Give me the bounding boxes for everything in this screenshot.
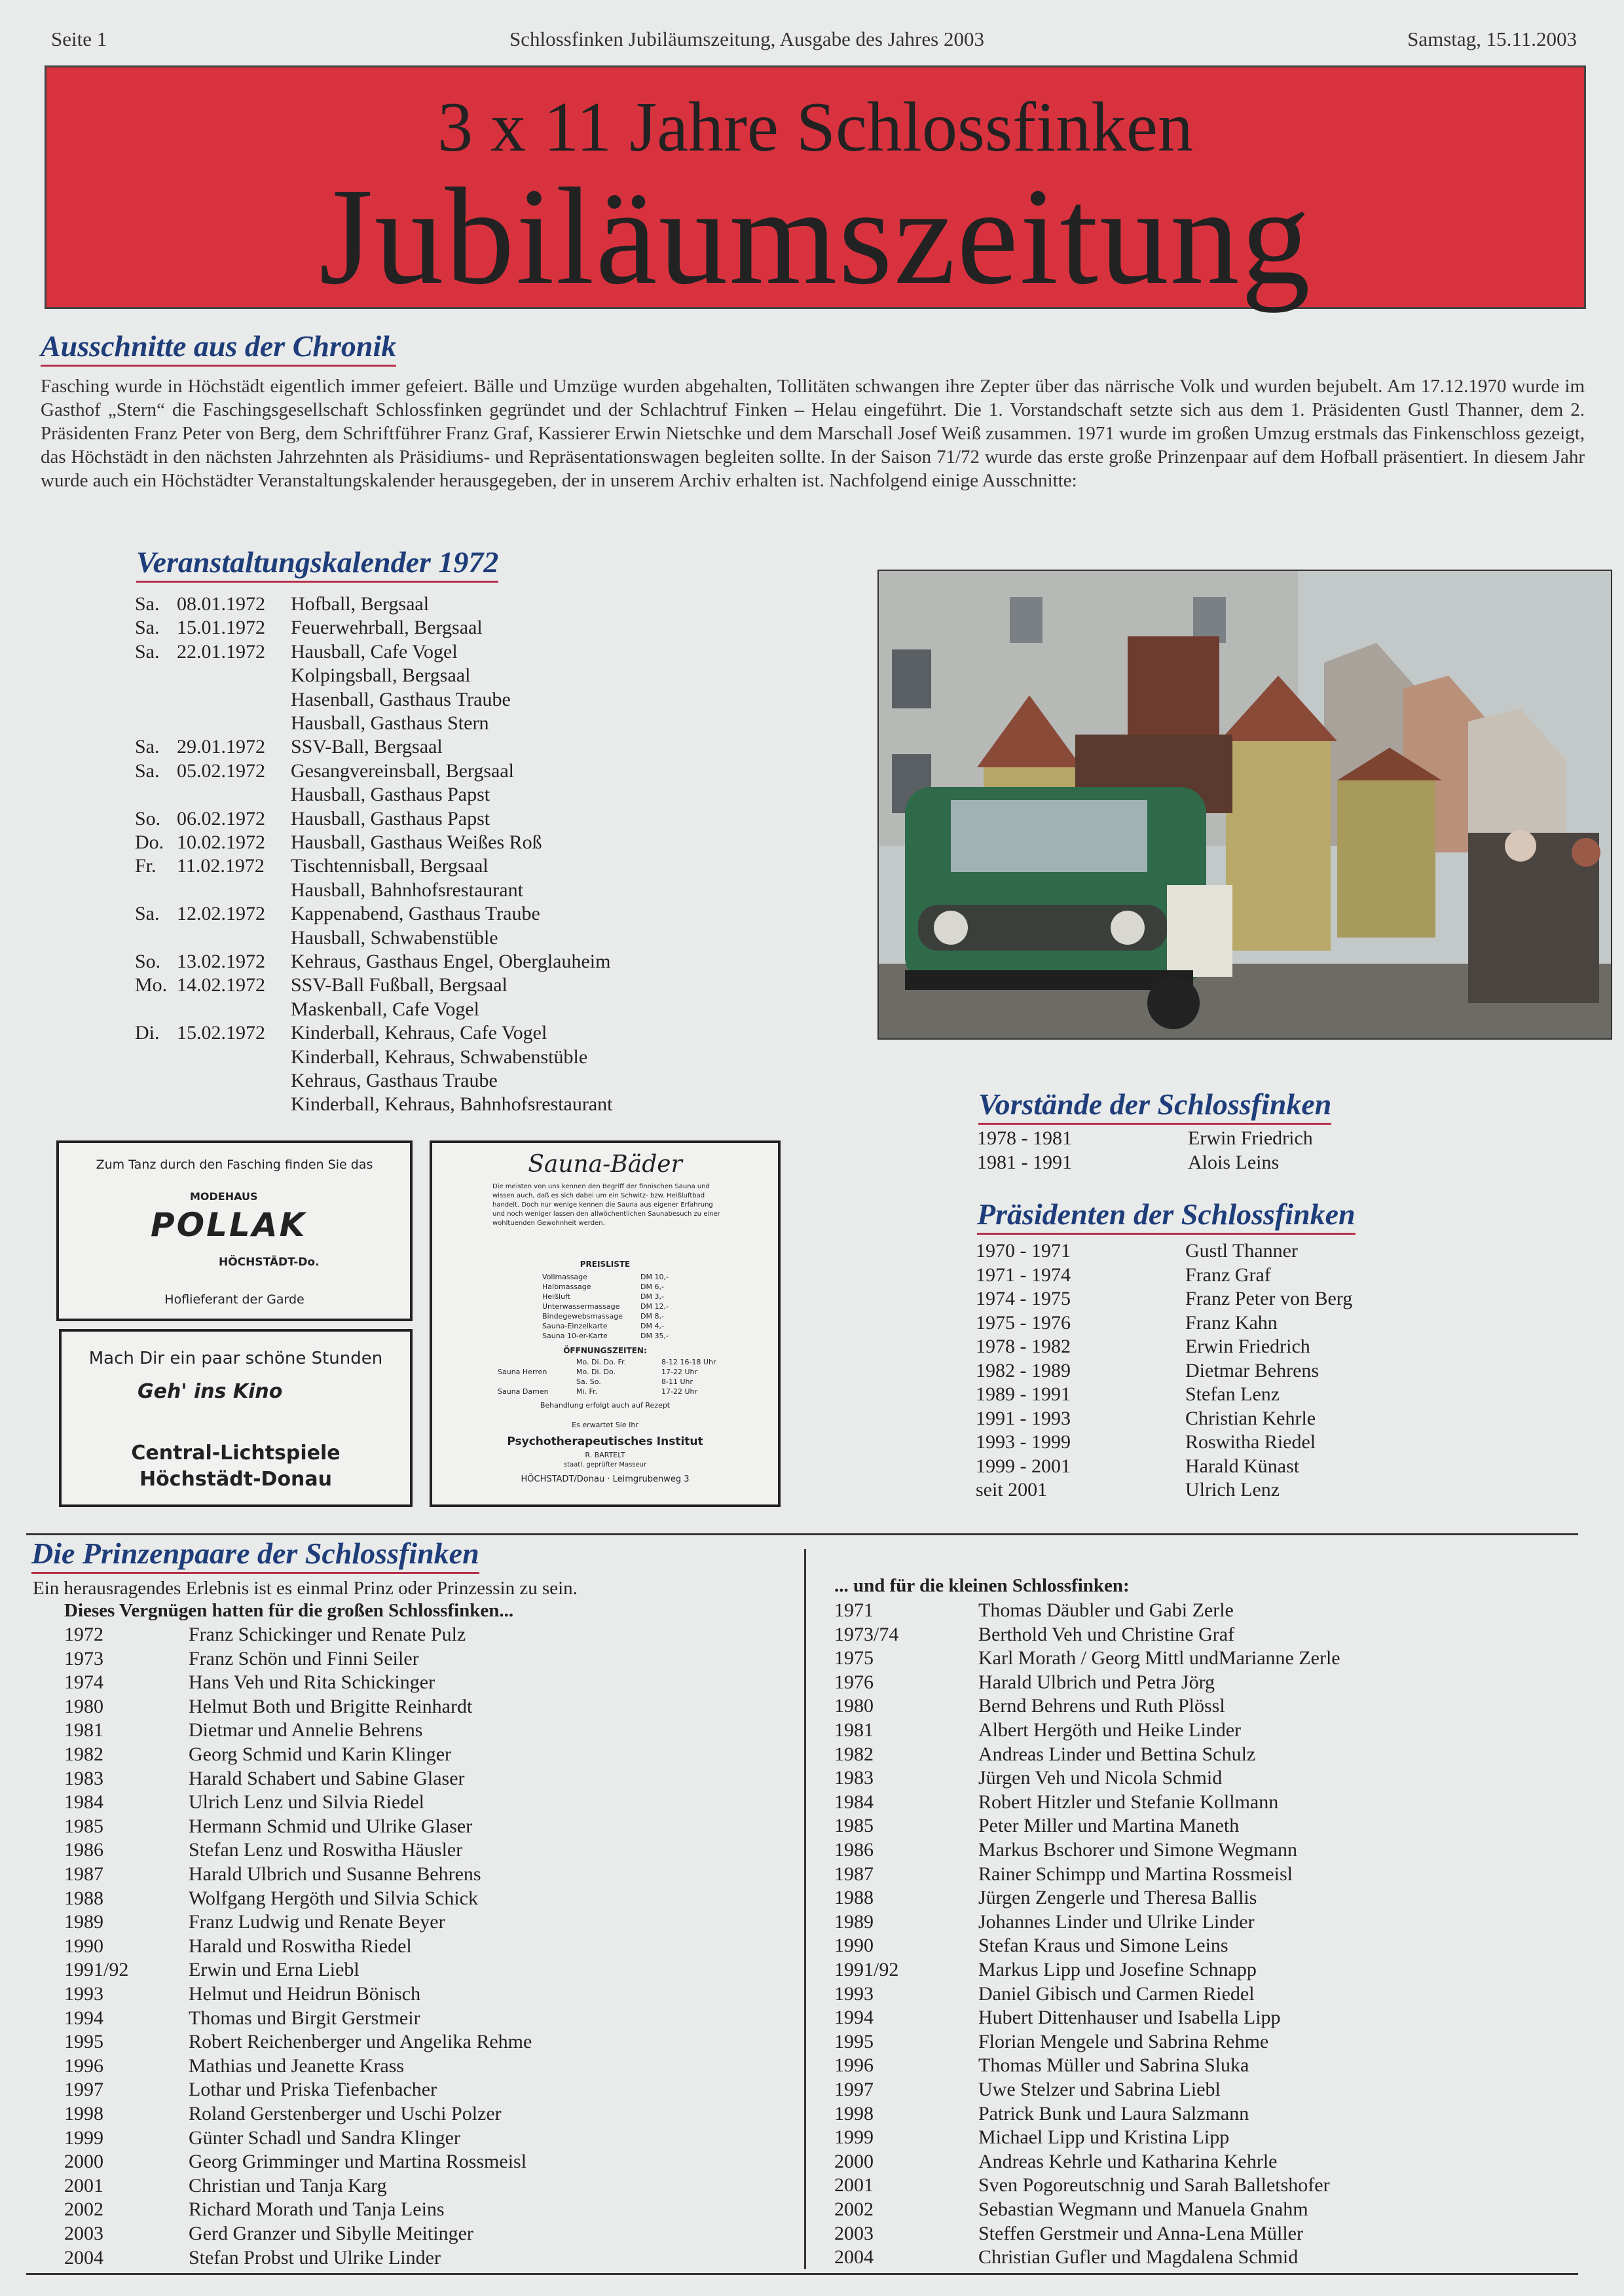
- sauna-hours-heading: ÖFFNUNGSZEITEN:: [563, 1346, 647, 1355]
- prinzenpaar-year: 2003: [64, 2223, 103, 2244]
- pollak-place: HÖCHSTÄDT-Do.: [219, 1256, 320, 1269]
- sauna-price-value: DM 6,-: [640, 1283, 664, 1291]
- prinzenpaar-year: 1994: [64, 2007, 103, 2029]
- sauna-price-item: Sauna 10-er-Karte: [542, 1332, 608, 1340]
- prinzenpaar-year: 1987: [64, 1863, 103, 1885]
- page-number: Seite 1: [51, 27, 107, 50]
- kino-line2: Geh' ins Kino: [138, 1380, 283, 1403]
- sauna-price-value: DM 8,-: [640, 1312, 664, 1321]
- praesident-years: 1978 - 1982: [976, 1336, 1071, 1357]
- praesident-name: Franz Graf: [1185, 1264, 1271, 1286]
- kalender-day: Fr.: [135, 855, 157, 877]
- prinzenpaar-names: Sven Pogoreutschnig und Sarah Balletshofer: [978, 2174, 1330, 2196]
- kalender-event: Hasenball, Gasthaus Traube: [291, 689, 511, 710]
- prinzenpaar-year: 1981: [834, 1719, 874, 1741]
- sauna-address: HÖCHSTADT/Donau · Leimgrubenweg 3: [521, 1474, 690, 1484]
- prinzenpaar-year: 1988: [64, 1887, 103, 1909]
- praesident-years: 1991 - 1993: [976, 1408, 1071, 1429]
- prinzenpaar-year: 1980: [64, 1696, 103, 1717]
- praesident-name: Dietmar Behrens: [1185, 1360, 1320, 1381]
- praesident-name: Gustl Thanner: [1185, 1240, 1298, 1262]
- prinzenpaar-year: 1990: [64, 1935, 103, 1957]
- kalender-day: Mo.: [135, 974, 168, 996]
- prinzenpaar-year: 1971: [834, 1599, 874, 1621]
- kalender-day: Di.: [135, 1022, 160, 1044]
- kalender-list: [135, 593, 724, 1130]
- prinzenpaar-year: 1972: [64, 1624, 103, 1645]
- kalender-day: So.: [135, 808, 161, 829]
- prinzenpaar-year: 1984: [834, 1791, 874, 1813]
- kino-ad: [59, 1329, 413, 1507]
- pollak-intro: Zum Tanz durch den Fasching finden Sie das: [96, 1157, 373, 1172]
- prinzenpaar-names: Lothar und Priska Tiefenbacher: [189, 2079, 437, 2100]
- praesident-years: 1970 - 1971: [976, 1240, 1071, 1262]
- prinzenpaar-year: 1998: [834, 2103, 874, 2124]
- prinzenpaar-year: 1983: [64, 1768, 103, 1789]
- kalender-day: Sa.: [135, 760, 160, 782]
- vorstaende-list: [977, 1127, 1566, 1180]
- prinzenpaar-names: Markus Bschorer und Simone Wegmann: [978, 1839, 1297, 1861]
- sauna-hours-time: 8-12 16-18 Uhr: [661, 1358, 716, 1366]
- section-divider: [26, 1533, 1578, 1535]
- prinzenpaar-year: 1982: [834, 1743, 874, 1765]
- prinzenpaar-names: Andreas Linder und Bettina Schulz: [978, 1743, 1256, 1765]
- prinzenpaar-names: Harald Schabert und Sabine Glaser: [189, 1768, 465, 1789]
- prinzenpaar-year: 1976: [834, 1671, 874, 1693]
- prinzenpaar-names: Bernd Behrens und Ruth Plössl: [978, 1695, 1225, 1717]
- sauna-person: R. BARTELT: [585, 1451, 625, 1459]
- sauna-ad: [430, 1140, 781, 1507]
- sauna-price-value: DM 4,-: [640, 1322, 664, 1330]
- praesident-name: Franz Peter von Berg: [1185, 1288, 1353, 1309]
- sauna-title: Sauna-Bäder: [528, 1151, 682, 1178]
- kalender-event: SSV-Ball, Bergsaal: [291, 736, 443, 757]
- kalender-event: SSV-Ball Fußball, Bergsaal: [291, 974, 507, 996]
- prinzenpaar-year: 1991/92: [834, 1959, 899, 1980]
- sauna-hours-days: Mo. Di. Do. Fr.: [576, 1358, 627, 1366]
- prinzenpaar-names: Mathias und Jeanette Krass: [189, 2055, 405, 2077]
- sauna-price-item: Bindegewebsmassage: [542, 1312, 623, 1321]
- kalender-event: Maskenball, Cafe Vogel: [291, 998, 480, 1020]
- kalender-day: Sa.: [135, 736, 160, 757]
- prinzenpaar-names: Daniel Gibisch und Carmen Riedel: [978, 1983, 1255, 2005]
- praesident-years: 1974 - 1975: [976, 1288, 1071, 1309]
- praesident-name: Erwin Friedrich: [1185, 1336, 1310, 1357]
- prinzenpaar-names: Georg Grimminger und Martina Rossmeisl: [189, 2151, 527, 2172]
- kalender-day: Do.: [135, 831, 164, 853]
- sauna-hours-who: Sauna Herren: [498, 1368, 547, 1376]
- kalender-event: Gesangvereinsball, Bergsaal: [291, 760, 515, 782]
- kalender-event: Hausball, Gasthaus Papst: [291, 784, 490, 805]
- kalender-date: 06.02.1972: [177, 808, 265, 829]
- vorstand-years: 1981 - 1991: [977, 1152, 1072, 1173]
- prinzenpaar-year: 1997: [64, 2079, 103, 2100]
- sauna-intro: Die meisten von uns kennen den Begriff der finnischen Sauna und wissen auch, daß es sich dabei um ein Schwitz- bzw. Heißluftbad handelt. Doch nur wenige kennen die Sauna aus eigener Erfahrung und noch weniger lassen den allwöchentlichen Saunabesuch zu einer wohltuenden Gewohnheit werden.: [492, 1183, 720, 1227]
- sauna-hours-time: 17-22 Uhr: [661, 1387, 698, 1396]
- prinzenpaar-year: 1991/92: [64, 1959, 129, 1980]
- kalender-date: 08.01.1972: [177, 593, 265, 615]
- kalender-day: Sa.: [135, 617, 160, 638]
- prinzenpaar-names: Hermann Schmid und Ulrike Glaser: [189, 1815, 473, 1837]
- kalender-event: Hausball, Bahnhofsrestaurant: [291, 879, 523, 901]
- prinzenpaar-year: 1999: [64, 2127, 103, 2149]
- praesident-name: Ulrich Lenz: [1185, 1479, 1280, 1501]
- prinzenpaar-names: Thomas Müller und Sabrina Sluka: [978, 2054, 1249, 2076]
- prinzenpaar-names: Uwe Stelzer und Sabrina Liebl: [978, 2079, 1221, 2100]
- prinzenpaar-names: Erwin und Erna Liebl: [189, 1959, 360, 1980]
- praesident-name: Harald Künast: [1185, 1455, 1300, 1477]
- kalender-date: 12.02.1972: [177, 903, 265, 924]
- prinzen-gross-heading: Dieses Vergnügen hatten für die großen Schlossfinken...: [64, 1600, 514, 1621]
- kalender-day: Sa.: [135, 903, 160, 924]
- kino-line1: Mach Dir ein paar schöne Stunden: [88, 1349, 383, 1368]
- pollak-ad: [56, 1140, 413, 1321]
- prinzenpaar-names: Helmut Both und Brigitte Reinhardt: [189, 1696, 473, 1717]
- kalender-date: 29.01.1972: [177, 736, 265, 757]
- prinzenpaar-names: Franz Schickinger und Renate Pulz: [189, 1624, 466, 1645]
- kalender-event: Kinderball, Kehraus, Bahnhofsrestaurant: [291, 1093, 613, 1115]
- kalender-date: 14.02.1972: [177, 974, 265, 996]
- prinzenpaar-names: Ulrich Lenz und Silvia Riedel: [189, 1791, 424, 1813]
- prinzenpaar-names: Franz Schön und Finni Seiler: [189, 1648, 419, 1669]
- prinzenpaar-names: Gerd Granzer und Sibylle Meitinger: [189, 2223, 473, 2244]
- sauna-price-value: DM 12,-: [640, 1302, 669, 1311]
- prinzenpaar-names: Robert Hitzler und Stefanie Kollmann: [978, 1791, 1279, 1813]
- prinzenpaar-year: 1984: [64, 1791, 103, 1813]
- prinzenpaar-names: Peter Miller und Martina Maneth: [978, 1815, 1240, 1836]
- prinzenpaar-year: 1975: [834, 1647, 874, 1669]
- prinzenpaar-year: 1982: [64, 1743, 103, 1765]
- prinzenpaar-year: 1989: [64, 1911, 103, 1933]
- prinzenpaar-year: 1985: [64, 1815, 103, 1837]
- prinzenpaar-year: 1994: [834, 2007, 874, 2028]
- praesident-name: Stefan Lenz: [1185, 1383, 1280, 1405]
- praesidenten-title: Präsidenten der Schlossfinken: [977, 1197, 1356, 1235]
- prinzenpaar-names: Jürgen Zengerle und Theresa Ballis: [978, 1887, 1257, 1908]
- kino-line3: Central-Lichtspiele: [131, 1442, 341, 1465]
- prinzenpaar-names: Harald Ulbrich und Petra Jörg: [978, 1671, 1215, 1693]
- prinzenpaar-names: Georg Schmid und Karin Klinger: [189, 1743, 452, 1765]
- praesident-name: Roswitha Riedel: [1185, 1431, 1316, 1453]
- sauna-price-value: DM 10,-: [640, 1273, 669, 1281]
- sauna-price-item: Heißluft: [542, 1292, 571, 1301]
- prinzenpaar-names: Stefan Probst und Ulrike Linder: [189, 2247, 441, 2269]
- kalender-event: Kappenabend, Gasthaus Traube: [291, 903, 540, 924]
- kalender-event: Kinderball, Kehraus, Schwabenstüble: [291, 1046, 588, 1068]
- prinzenpaar-year: 2000: [834, 2151, 874, 2172]
- kalender-day: Sa.: [135, 593, 160, 615]
- sauna-price-heading: PREISLISTE: [580, 1260, 631, 1269]
- vorstaende-title: Vorstände der Schlossfinken: [978, 1087, 1331, 1125]
- prinzenpaar-year: 2003: [834, 2223, 874, 2244]
- kalender-event: Kolpingsball, Bergsaal: [291, 665, 471, 686]
- prinzenpaar-names: Dietmar und Annelie Behrens: [189, 1719, 423, 1741]
- vorstand-name: Erwin Friedrich: [1188, 1127, 1313, 1149]
- chronik-text: Fasching wurde in Höchstädt eigentlich immer gefeiert. Bälle und Umzüge wurden abgehalten, Tollitäten schwangen ihre Zepter über das närrische Volk und wurden bejubelt. Am 17.12.1970 wurde im Gasthof „Stern“ die Faschingsgesellschaft Schlossfinken gegründet und der Schlachtruf Finken – Helau eingeführt. Die 1. Vorstandschaft setzte sich aus dem 1. Präsidenten Gustl Thanner, dem 2. Präsidenten Franz Peter von Berg, dem Schriftführer Franz Graf, Kassierer Erwin Nietschke und dem Marschall Josef Weiß zusammen. 1971 wurde im großen Umzug erstmals das Finkenschloss gezeigt, das Höchstädt in den nächsten Jahrzehnten als Präsidiums- und Repräsentationswagen begleiten sollte. In der Saison 71/72 wurde das erste große Prinzenpaar auf dem Hofball präsentiert. In diesem Jahr wurde auch ein Höchstädter Veranstaltungskalender herausgegeben, der in unserem Archiv erhalten ist. Nachfolgend einige Ausschnitte:: [41, 376, 1585, 491]
- praesident-years: 1989 - 1991: [976, 1383, 1071, 1405]
- prinzen-intro: Ein herausragendes Erlebnis ist es einmal Prinz oder Prinzessin zu sein.: [33, 1578, 578, 1599]
- sauna-hours-days: Sa. So.: [576, 1377, 601, 1386]
- sauna-price-item: Vollmassage: [542, 1273, 587, 1281]
- chronik-title: Ausschnitte aus der Chronik: [41, 329, 396, 367]
- kalender-event: Feuerwehrball, Bergsaal: [291, 617, 483, 638]
- prinzenpaar-names: Harald Ulbrich und Susanne Behrens: [189, 1863, 481, 1885]
- prinzenpaar-year: 2002: [64, 2198, 103, 2220]
- prinzenpaar-year: 2001: [64, 2175, 103, 2196]
- kalender-date: 05.02.1972: [177, 760, 265, 782]
- prinzenpaar-names: Hubert Dittenhauser und Isabella Lipp: [978, 2007, 1281, 2028]
- prinzenpaar-names: Stefan Kraus und Simone Leins: [978, 1935, 1228, 1956]
- prinzenpaar-year: 1995: [834, 2031, 874, 2052]
- kalender-event: Hofball, Bergsaal: [291, 593, 430, 615]
- prinzenpaar-names: Johannes Linder und Ulrike Linder: [978, 1911, 1255, 1933]
- prinzenpaar-names: Christian und Tanja Karg: [189, 2175, 387, 2196]
- sauna-price-item: Halbmassage: [542, 1283, 591, 1291]
- prinzenpaar-year: 1999: [834, 2126, 874, 2148]
- prinzenpaar-names: Roland Gerstenberger und Uschi Polzer: [189, 2103, 502, 2124]
- prinzenpaar-names: Günter Schadl und Sandra Klinger: [189, 2127, 460, 2149]
- prinzenpaar-names: Patrick Bunk und Laura Salzmann: [978, 2103, 1249, 2124]
- sauna-role: staatl. geprüfter Masseur: [563, 1461, 647, 1468]
- kalender-date: 22.01.1972: [177, 641, 265, 663]
- banner-subtitle: 3 x 11 Jahre Schlossfinken: [437, 88, 1193, 166]
- prinzen-gross-list: [64, 1624, 784, 2272]
- praesidenten-list: [976, 1240, 1565, 1502]
- kalender-event: Kehraus, Gasthaus Engel, Oberglauheim: [291, 951, 611, 972]
- prinzenpaar-year: 1980: [834, 1695, 874, 1717]
- sauna-price-value: DM 35,-: [640, 1332, 669, 1340]
- publication-date: Samstag, 15.11.2003: [1407, 27, 1577, 50]
- prinzenpaar-year: 1996: [64, 2055, 103, 2077]
- kalender-date: 13.02.1972: [177, 951, 265, 972]
- prinzenpaar-year: 1988: [834, 1887, 874, 1908]
- kalender-event: Hausball, Gasthaus Papst: [291, 808, 490, 829]
- prinzenpaar-year: 1997: [834, 2079, 874, 2100]
- praesident-name: Franz Kahn: [1185, 1312, 1278, 1334]
- prinzenpaar-names: Franz Ludwig und Renate Beyer: [189, 1911, 445, 1933]
- prinzenpaar-names: Hans Veh und Rita Schickinger: [189, 1671, 435, 1693]
- prinzen-title: Die Prinzenpaare der Schlossfinken: [31, 1536, 479, 1574]
- praesident-years: 1975 - 1976: [976, 1312, 1071, 1334]
- prinzenpaar-names: Albert Hergöth und Heike Linder: [978, 1719, 1242, 1741]
- prinzenpaar-year: 2004: [64, 2247, 103, 2269]
- vorstand-years: 1978 - 1981: [977, 1127, 1072, 1149]
- kalender-day: Sa.: [135, 641, 160, 663]
- prinzenpaar-names: Berthold Veh und Christine Graf: [978, 1624, 1235, 1645]
- prinzenpaar-year: 1974: [64, 1671, 103, 1693]
- prinzenpaar-year: 1998: [64, 2103, 103, 2124]
- prinzenpaar-year: 1973: [64, 1648, 103, 1669]
- banner-title: Jubiläumszeitung: [319, 159, 1312, 313]
- praesident-years: 1982 - 1989: [976, 1360, 1071, 1381]
- prinzenpaar-year: 2000: [64, 2151, 103, 2172]
- kalender-date: 15.02.1972: [177, 1022, 265, 1044]
- prinzenpaar-names: Andreas Kehrle und Katharina Kehrle: [978, 2151, 1278, 2172]
- sauna-hours-days: Mo. Di. Do.: [576, 1368, 616, 1376]
- prinzen-klein-heading: ... und für die kleinen Schlossfinken:: [834, 1575, 1130, 1596]
- kalender-event: Hausball, Cafe Vogel: [291, 641, 458, 663]
- kalender-event: Kehraus, Gasthaus Traube: [291, 1070, 498, 1091]
- prinzenpaar-year: 1987: [834, 1863, 874, 1885]
- pollak-small: MODEHAUS: [190, 1190, 258, 1203]
- kalender-title: Veranstaltungskalender 1972: [136, 545, 498, 583]
- prinzenpaar-year: 1985: [834, 1815, 874, 1836]
- prinzenpaar-year: 1993: [834, 1983, 874, 2005]
- prinzenpaar-names: Markus Lipp und Josefine Schnapp: [978, 1959, 1257, 1980]
- sauna-hours-days: Mi. Fr.: [576, 1387, 598, 1396]
- prinzenpaar-year: 2002: [834, 2198, 874, 2220]
- prinzenpaar-names: Steffen Gerstmeir und Anna-Lena Müller: [978, 2223, 1303, 2244]
- prinzenpaar-names: Karl Morath / Georg Mittl undMarianne Zerle: [978, 1647, 1340, 1669]
- prinzenpaar-year: 1993: [64, 1983, 103, 2005]
- kino-line4: Höchstädt-Donau: [139, 1468, 333, 1491]
- prinzenpaar-year: 1973/74: [834, 1624, 899, 1645]
- kalender-event: Hausball, Gasthaus Stern: [291, 712, 489, 734]
- kalender-event: Tischtennisball, Bergsaal: [291, 855, 489, 877]
- sauna-hours-time: 17-22 Uhr: [661, 1368, 698, 1376]
- kalender-date: 15.01.1972: [177, 617, 265, 638]
- prinzenpaar-year: 1986: [64, 1839, 103, 1861]
- prinzenpaar-year: 1990: [834, 1935, 874, 1956]
- prinzenpaar-names: Sebastian Wegmann und Manuela Gnahm: [978, 2198, 1308, 2220]
- parade-photo: [877, 570, 1612, 1040]
- prinzenpaar-names: Rainer Schimpp und Martina Rossmeisl: [978, 1863, 1293, 1885]
- pollak-footer: Hoflieferant der Garde: [164, 1292, 304, 1307]
- page-header: [51, 27, 1577, 60]
- prinzenpaar-year: 2001: [834, 2174, 874, 2196]
- column-divider: [804, 1549, 806, 2269]
- prinzenpaar-year: 1981: [64, 1719, 103, 1741]
- kalender-date: 11.02.1972: [177, 855, 265, 877]
- prinzenpaar-names: Wolfgang Hergöth und Silvia Schick: [189, 1887, 478, 1909]
- prinzenpaar-year: 1989: [834, 1911, 874, 1933]
- prinzenpaar-names: Stefan Lenz und Roswitha Häusler: [189, 1839, 463, 1861]
- sauna-price-item: Unterwassermassage: [542, 1302, 620, 1311]
- praesident-years: 1993 - 1999: [976, 1431, 1071, 1453]
- prinzenpaar-year: 2004: [834, 2246, 874, 2268]
- prinzenpaar-names: Jürgen Veh und Nicola Schmid: [978, 1767, 1223, 1789]
- prinzenpaar-names: Thomas und Birgit Gerstmeir: [189, 2007, 420, 2029]
- praesident-years: seit 2001: [976, 1479, 1048, 1501]
- praesident-name: Christian Kehrle: [1185, 1408, 1316, 1429]
- prinzenpaar-year: 1995: [64, 2031, 103, 2052]
- kalender-date: 10.02.1972: [177, 831, 265, 853]
- publication-name: Schlossfinken Jubiläumszeitung, Ausgabe des Jahres 2003: [509, 27, 984, 50]
- sauna-hours-who: Sauna Damen: [498, 1387, 549, 1396]
- title-banner: [45, 65, 1586, 313]
- prinzenpaar-names: Christian Gufler und Magdalena Schmid: [978, 2246, 1299, 2268]
- sauna-institute: Psychotherapeutisches Institut: [507, 1435, 703, 1448]
- prinzenpaar-names: Michael Lipp und Kristina Lipp: [978, 2126, 1230, 2148]
- prinzenpaar-names: Harald und Roswitha Riedel: [189, 1935, 412, 1957]
- prinzenpaar-names: Richard Morath und Tanja Leins: [189, 2198, 445, 2220]
- kalender-event: Kinderball, Kehraus, Cafe Vogel: [291, 1022, 547, 1044]
- kalender-day: So.: [135, 951, 161, 972]
- parade-float-image: [879, 571, 1611, 1038]
- prinzenpaar-names: Robert Reichenberger und Angelika Rehme: [189, 2031, 532, 2052]
- prinzen-klein-list: [834, 1599, 1587, 2274]
- pollak-name: POLLAK: [151, 1206, 307, 1244]
- vorstand-name: Alois Leins: [1188, 1152, 1280, 1173]
- sauna-price-value: DM 3,-: [640, 1292, 664, 1301]
- kalender-event: Hausball, Gasthaus Weißes Roß: [291, 831, 542, 853]
- prinzenpaar-year: 1996: [834, 2054, 874, 2076]
- sauna-price-item: Sauna-Einzelkarte: [542, 1322, 608, 1330]
- praesident-years: 1999 - 2001: [976, 1455, 1071, 1477]
- prinzenpaar-year: 1986: [834, 1839, 874, 1861]
- kalender-event: Hausball, Schwabenstüble: [291, 927, 498, 949]
- sauna-expect: Es erwartet Sie Ihr: [572, 1421, 638, 1429]
- prinzenpaar-year: 1983: [834, 1767, 874, 1789]
- prinzenpaar-names: Helmut und Heidrun Bönisch: [189, 1983, 421, 2005]
- prinzenpaar-names: Thomas Däubler und Gabi Zerle: [978, 1599, 1234, 1621]
- sauna-note: Behandlung erfolgt auch auf Rezept: [540, 1401, 671, 1410]
- praesident-years: 1971 - 1974: [976, 1264, 1071, 1286]
- prinzenpaar-names: Florian Mengele und Sabrina Rehme: [978, 2031, 1269, 2052]
- sauna-hours-time: 8-11 Uhr: [661, 1377, 693, 1386]
